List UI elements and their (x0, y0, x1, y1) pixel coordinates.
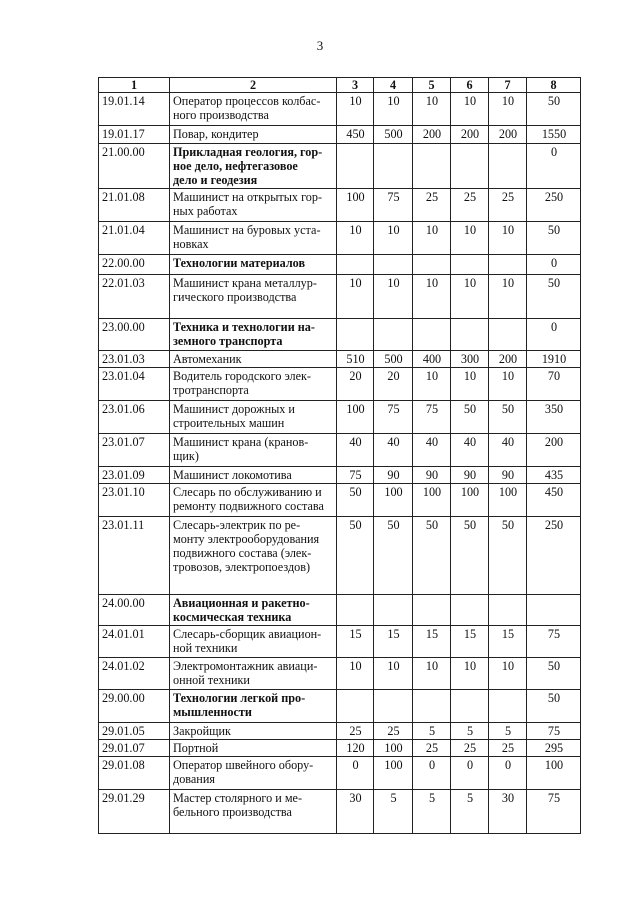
value-cell: 15 (451, 626, 489, 658)
value-cell: 90 (413, 467, 451, 484)
value-cell: 10 (374, 275, 413, 319)
total-cell: 75 (527, 626, 581, 658)
value-cell (489, 595, 527, 626)
total-cell: 250 (527, 189, 581, 222)
specialty-name: Оператор швейного обору- дования (170, 757, 337, 790)
value-cell: 10 (374, 658, 413, 690)
specialty-name: Водитель городского элек- тротранспорта (170, 368, 337, 401)
value-cell: 25 (374, 723, 413, 740)
table-row (99, 401, 581, 434)
total-cell: 295 (527, 740, 581, 757)
specialty-code: 29.00.00 (99, 690, 170, 723)
specialty-name: Оператор процессов колбас- ного производства (170, 93, 337, 126)
specialty-name: Машинист дорожных и строительных машин (170, 401, 337, 434)
value-cell: 200 (451, 126, 489, 144)
specialty-name: Автомеханик (170, 351, 337, 368)
total-cell: 450 (527, 484, 581, 517)
table-row (99, 626, 581, 658)
value-cell (489, 255, 527, 275)
value-cell (413, 255, 451, 275)
table-row (99, 434, 581, 467)
column-header: 6 (451, 78, 489, 93)
value-cell: 10 (451, 93, 489, 126)
value-cell: 75 (374, 401, 413, 434)
value-cell: 15 (489, 626, 527, 658)
specialty-name: Мастер столярного и ме- бельного производства (170, 790, 337, 834)
specialty-name: Слесарь-электрик по ре- монту электрооборудования подвижного состава (элек- тровозов, электропоездов) (170, 517, 337, 595)
value-cell: 10 (451, 368, 489, 401)
value-cell: 10 (374, 222, 413, 255)
specialty-code: 23.01.11 (99, 517, 170, 595)
value-cell: 75 (374, 189, 413, 222)
specialty-code: 23.00.00 (99, 319, 170, 351)
page-number: 3 (316, 38, 324, 53)
specialty-code: 21.01.08 (99, 189, 170, 222)
value-cell (413, 690, 451, 723)
section-title: Прикладная геология, гор- ное дело, нефтегазовое дело и геодезия (170, 144, 337, 189)
specialty-code: 24.01.01 (99, 626, 170, 658)
table-row (99, 740, 581, 757)
table-row (99, 517, 581, 595)
value-cell: 20 (374, 368, 413, 401)
total-cell: 250 (527, 517, 581, 595)
value-cell: 30 (489, 790, 527, 834)
value-cell: 0 (451, 757, 489, 790)
table-row (99, 93, 581, 126)
value-cell (413, 595, 451, 626)
column-header: 1 (99, 78, 170, 93)
value-cell (374, 319, 413, 351)
value-cell: 50 (451, 401, 489, 434)
value-cell: 50 (451, 517, 489, 595)
specialties-table (98, 77, 581, 834)
section-title: Авиационная и ракетно- космическая техника (170, 595, 337, 626)
value-cell: 5 (451, 790, 489, 834)
value-cell: 10 (451, 658, 489, 690)
value-cell: 50 (374, 517, 413, 595)
value-cell: 5 (413, 790, 451, 834)
value-cell: 100 (374, 484, 413, 517)
section-row (99, 255, 581, 275)
total-cell: 50 (527, 222, 581, 255)
value-cell: 25 (413, 740, 451, 757)
specialty-code: 29.01.08 (99, 757, 170, 790)
specialty-code: 23.01.04 (99, 368, 170, 401)
total-cell (527, 595, 581, 626)
value-cell (374, 690, 413, 723)
value-cell: 120 (337, 740, 374, 757)
value-cell (337, 144, 374, 189)
value-cell: 100 (374, 757, 413, 790)
value-cell: 100 (489, 484, 527, 517)
total-cell: 0 (527, 144, 581, 189)
value-cell: 510 (337, 351, 374, 368)
value-cell: 10 (337, 93, 374, 126)
value-cell (451, 595, 489, 626)
specialty-name: Повар, кондитер (170, 126, 337, 144)
table-row (99, 757, 581, 790)
value-cell: 450 (337, 126, 374, 144)
value-cell: 15 (337, 626, 374, 658)
value-cell (337, 255, 374, 275)
value-cell: 100 (451, 484, 489, 517)
specialty-code: 29.01.07 (99, 740, 170, 757)
column-header: 4 (374, 78, 413, 93)
total-cell: 50 (527, 658, 581, 690)
value-cell: 10 (451, 275, 489, 319)
table-row (99, 467, 581, 484)
total-cell: 1550 (527, 126, 581, 144)
specialty-code: 24.00.00 (99, 595, 170, 626)
specialty-name: Слесарь-сборщик авиацион- ной техники (170, 626, 337, 658)
specialty-code: 19.01.14 (99, 93, 170, 126)
value-cell: 25 (489, 740, 527, 757)
value-cell: 200 (413, 126, 451, 144)
value-cell (413, 319, 451, 351)
value-cell: 200 (489, 351, 527, 368)
specialty-code: 23.01.09 (99, 467, 170, 484)
total-cell: 50 (527, 93, 581, 126)
table-row (99, 658, 581, 690)
value-cell: 100 (337, 189, 374, 222)
value-cell: 20 (337, 368, 374, 401)
value-cell (451, 144, 489, 189)
total-cell: 50 (527, 690, 581, 723)
value-cell: 10 (337, 222, 374, 255)
specialty-name: Машинист на буровых уста- новках (170, 222, 337, 255)
value-cell (451, 255, 489, 275)
value-cell: 10 (337, 658, 374, 690)
value-cell (489, 690, 527, 723)
value-cell: 400 (413, 351, 451, 368)
value-cell (337, 595, 374, 626)
total-cell: 70 (527, 368, 581, 401)
specialty-code: 19.01.17 (99, 126, 170, 144)
total-cell: 75 (527, 723, 581, 740)
specialty-code: 23.01.10 (99, 484, 170, 517)
value-cell: 10 (337, 275, 374, 319)
value-cell: 90 (374, 467, 413, 484)
value-cell: 5 (374, 790, 413, 834)
specialty-code: 29.01.29 (99, 790, 170, 834)
value-cell: 75 (413, 401, 451, 434)
table-row (99, 275, 581, 319)
value-cell: 100 (413, 484, 451, 517)
specialty-code: 23.01.06 (99, 401, 170, 434)
column-header: 8 (527, 78, 581, 93)
section-title: Техника и технологии на- земного транспорта (170, 319, 337, 351)
total-cell: 200 (527, 434, 581, 467)
value-cell: 50 (489, 517, 527, 595)
value-cell: 5 (489, 723, 527, 740)
value-cell: 40 (337, 434, 374, 467)
column-header: 7 (489, 78, 527, 93)
value-cell: 10 (489, 368, 527, 401)
value-cell: 5 (451, 723, 489, 740)
value-cell: 0 (413, 757, 451, 790)
value-cell (337, 319, 374, 351)
value-cell: 40 (451, 434, 489, 467)
value-cell: 10 (489, 275, 527, 319)
value-cell: 10 (413, 93, 451, 126)
specialty-name: Портной (170, 740, 337, 757)
value-cell: 10 (489, 222, 527, 255)
total-cell: 435 (527, 467, 581, 484)
value-cell: 100 (337, 401, 374, 434)
table-row (99, 484, 581, 517)
value-cell: 100 (374, 740, 413, 757)
specialty-code: 21.01.04 (99, 222, 170, 255)
value-cell: 25 (451, 740, 489, 757)
value-cell (451, 690, 489, 723)
value-cell: 15 (374, 626, 413, 658)
value-cell (489, 144, 527, 189)
value-cell: 200 (489, 126, 527, 144)
value-cell: 90 (489, 467, 527, 484)
value-cell: 40 (374, 434, 413, 467)
value-cell: 300 (451, 351, 489, 368)
section-title: Технологии легкой про- мышленности (170, 690, 337, 723)
value-cell: 40 (413, 434, 451, 467)
specialty-code: 21.00.00 (99, 144, 170, 189)
value-cell (451, 319, 489, 351)
specialty-code: 23.01.03 (99, 351, 170, 368)
value-cell: 10 (413, 275, 451, 319)
value-cell: 0 (489, 757, 527, 790)
total-cell: 100 (527, 757, 581, 790)
specialty-name: Машинист локомотива (170, 467, 337, 484)
value-cell: 10 (374, 93, 413, 126)
value-cell: 10 (451, 222, 489, 255)
value-cell: 500 (374, 126, 413, 144)
section-title: Технологии материалов (170, 255, 337, 275)
value-cell: 25 (413, 189, 451, 222)
column-header: 2 (170, 78, 337, 93)
value-cell: 25 (489, 189, 527, 222)
value-cell: 0 (337, 757, 374, 790)
total-cell: 50 (527, 275, 581, 319)
specialty-name: Закройщик (170, 723, 337, 740)
total-cell: 1910 (527, 351, 581, 368)
column-header: 5 (413, 78, 451, 93)
specialty-code: 24.01.02 (99, 658, 170, 690)
specialty-code: 22.01.03 (99, 275, 170, 319)
value-cell: 10 (413, 222, 451, 255)
value-cell (489, 319, 527, 351)
value-cell: 40 (489, 434, 527, 467)
specialty-name: Машинист крана металлур- гического производства (170, 275, 337, 319)
value-cell: 25 (451, 189, 489, 222)
value-cell (374, 595, 413, 626)
section-row (99, 144, 581, 189)
table-row (99, 790, 581, 834)
table-row (99, 723, 581, 740)
value-cell: 5 (413, 723, 451, 740)
total-cell: 350 (527, 401, 581, 434)
specialty-code: 29.01.05 (99, 723, 170, 740)
value-cell: 10 (413, 368, 451, 401)
table-row (99, 222, 581, 255)
table-row (99, 189, 581, 222)
table-row (99, 351, 581, 368)
value-cell: 50 (337, 517, 374, 595)
value-cell: 15 (413, 626, 451, 658)
section-row (99, 690, 581, 723)
value-cell (413, 144, 451, 189)
specialty-name: Электромонтажник авиаци- онной техники (170, 658, 337, 690)
total-cell: 0 (527, 255, 581, 275)
column-header: 3 (337, 78, 374, 93)
value-cell: 50 (337, 484, 374, 517)
value-cell: 10 (413, 658, 451, 690)
value-cell (337, 690, 374, 723)
value-cell: 500 (374, 351, 413, 368)
specialty-name: Слесарь по обслуживанию и ремонту подвижного состава (170, 484, 337, 517)
value-cell: 10 (489, 658, 527, 690)
value-cell: 50 (413, 517, 451, 595)
total-cell: 0 (527, 319, 581, 351)
value-cell (374, 255, 413, 275)
value-cell (374, 144, 413, 189)
section-row (99, 319, 581, 351)
specialty-code: 23.01.07 (99, 434, 170, 467)
total-cell: 75 (527, 790, 581, 834)
value-cell: 90 (451, 467, 489, 484)
table-row (99, 368, 581, 401)
table-row (99, 126, 581, 144)
header-row (99, 78, 581, 93)
specialty-code: 22.00.00 (99, 255, 170, 275)
value-cell: 10 (489, 93, 527, 126)
value-cell: 30 (337, 790, 374, 834)
value-cell: 50 (489, 401, 527, 434)
section-row (99, 595, 581, 626)
value-cell: 25 (337, 723, 374, 740)
value-cell: 75 (337, 467, 374, 484)
specialty-name: Машинист на открытых гор- ных работах (170, 189, 337, 222)
specialty-name: Машинист крана (кранов- щик) (170, 434, 337, 467)
